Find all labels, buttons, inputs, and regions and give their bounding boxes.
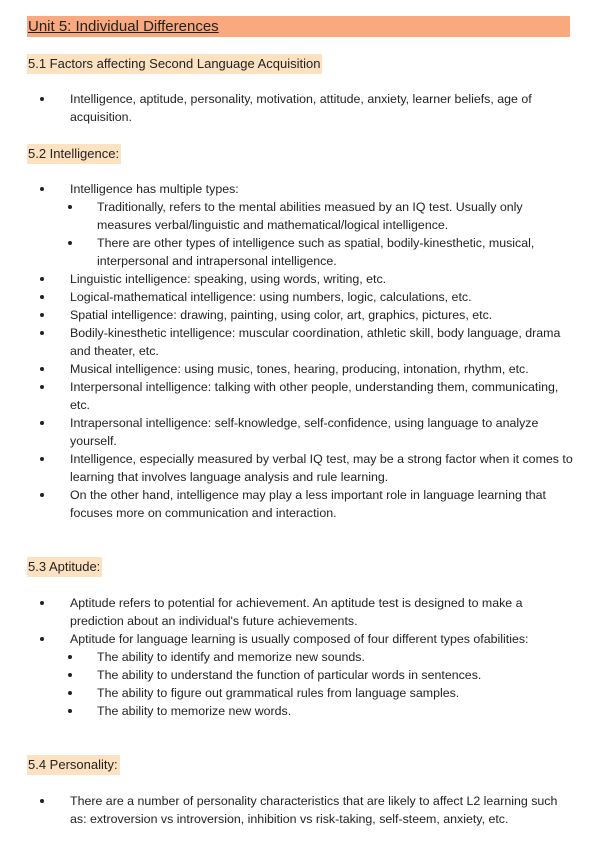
sub-list-item: There are other types of intelligence such as spatial, bodily-kinesthetic, musical, interpersonal and intrapersonal intelligence. [0, 234, 575, 270]
section-heading-personality: 5.4 Personality: [27, 755, 120, 775]
sub-list-item: The ability to identify and memorize new sounds. [0, 648, 575, 666]
intelligence-list [0, 180, 575, 522]
list-item: Intelligence, aptitude, personality, motivation, attitude, anxiety, learner beliefs, age of acquisition. [0, 90, 575, 126]
personality-list [0, 792, 577, 828]
document-title: Unit 5: Individual Differences [27, 16, 570, 37]
section-heading-intelligence: 5.2 Intelligence: [27, 144, 121, 164]
section-heading-factors: 5.1 Factors affecting Second Language Acquisition [27, 54, 322, 74]
list-item: Intrapersonal intelligence: self-knowledge, self-confidence, using language to analyze yourself. [0, 414, 575, 450]
list-item: Aptitude refers to potential for achievement. An aptitude test is designed to make a prediction about an individual's future achievements. [0, 594, 575, 630]
list-item: Logical-mathematical intelligence: using numbers, logic, calculations, etc. [0, 288, 575, 306]
list-item: Musical intelligence: using music, tones, hearing, producing, intonation, rhythm, etc. [0, 360, 575, 378]
list-item: Bodily-kinesthetic intelligence: muscular coordination, athletic skill, body language, drama and theater, etc. [0, 324, 575, 360]
factors-list [0, 90, 575, 126]
list-item: On the other hand, intelligence may play a less important role in language learning that focuses more on communication and interaction. [0, 486, 575, 522]
list-item: Aptitude for language learning is usually composed of four different types ofabilities: [0, 630, 575, 648]
list-item: There are a number of personality characteristics that are likely to affect L2 learning such as: extroversion vs introversion, inhibition vs risk-taking, self-steem, anxiety, etc. [0, 792, 577, 828]
sub-list-item: The ability to figure out grammatical rules from language samples. [0, 684, 575, 702]
aptitude-list [0, 594, 575, 720]
sub-list-item: Traditionally, refers to the mental abilities measued by an IQ test. Usually only measures verbal/linguistic and mathematical/logical intelligence. [0, 198, 575, 234]
sub-list-item: The ability to memorize new words. [0, 702, 575, 720]
sub-list-item: The ability to understand the function of particular words in sentences. [0, 666, 575, 684]
list-item: Interpersonal intelligence: talking with other people, understanding them, communicating, etc. [0, 378, 575, 414]
list-item: Spatial intelligence: drawing, painting, using color, art, graphics, pictures, etc. [0, 306, 575, 324]
list-item: Linguistic intelligence: speaking, using words, writing, etc. [0, 270, 575, 288]
list-item: Intelligence, especially measured by verbal IQ test, may be a strong factor when it comes to learning that involves language analysis and rule learning. [0, 450, 575, 486]
section-heading-aptitude: 5.3 Aptitude: [27, 557, 102, 577]
list-item: Intelligence has multiple types: [0, 180, 575, 198]
